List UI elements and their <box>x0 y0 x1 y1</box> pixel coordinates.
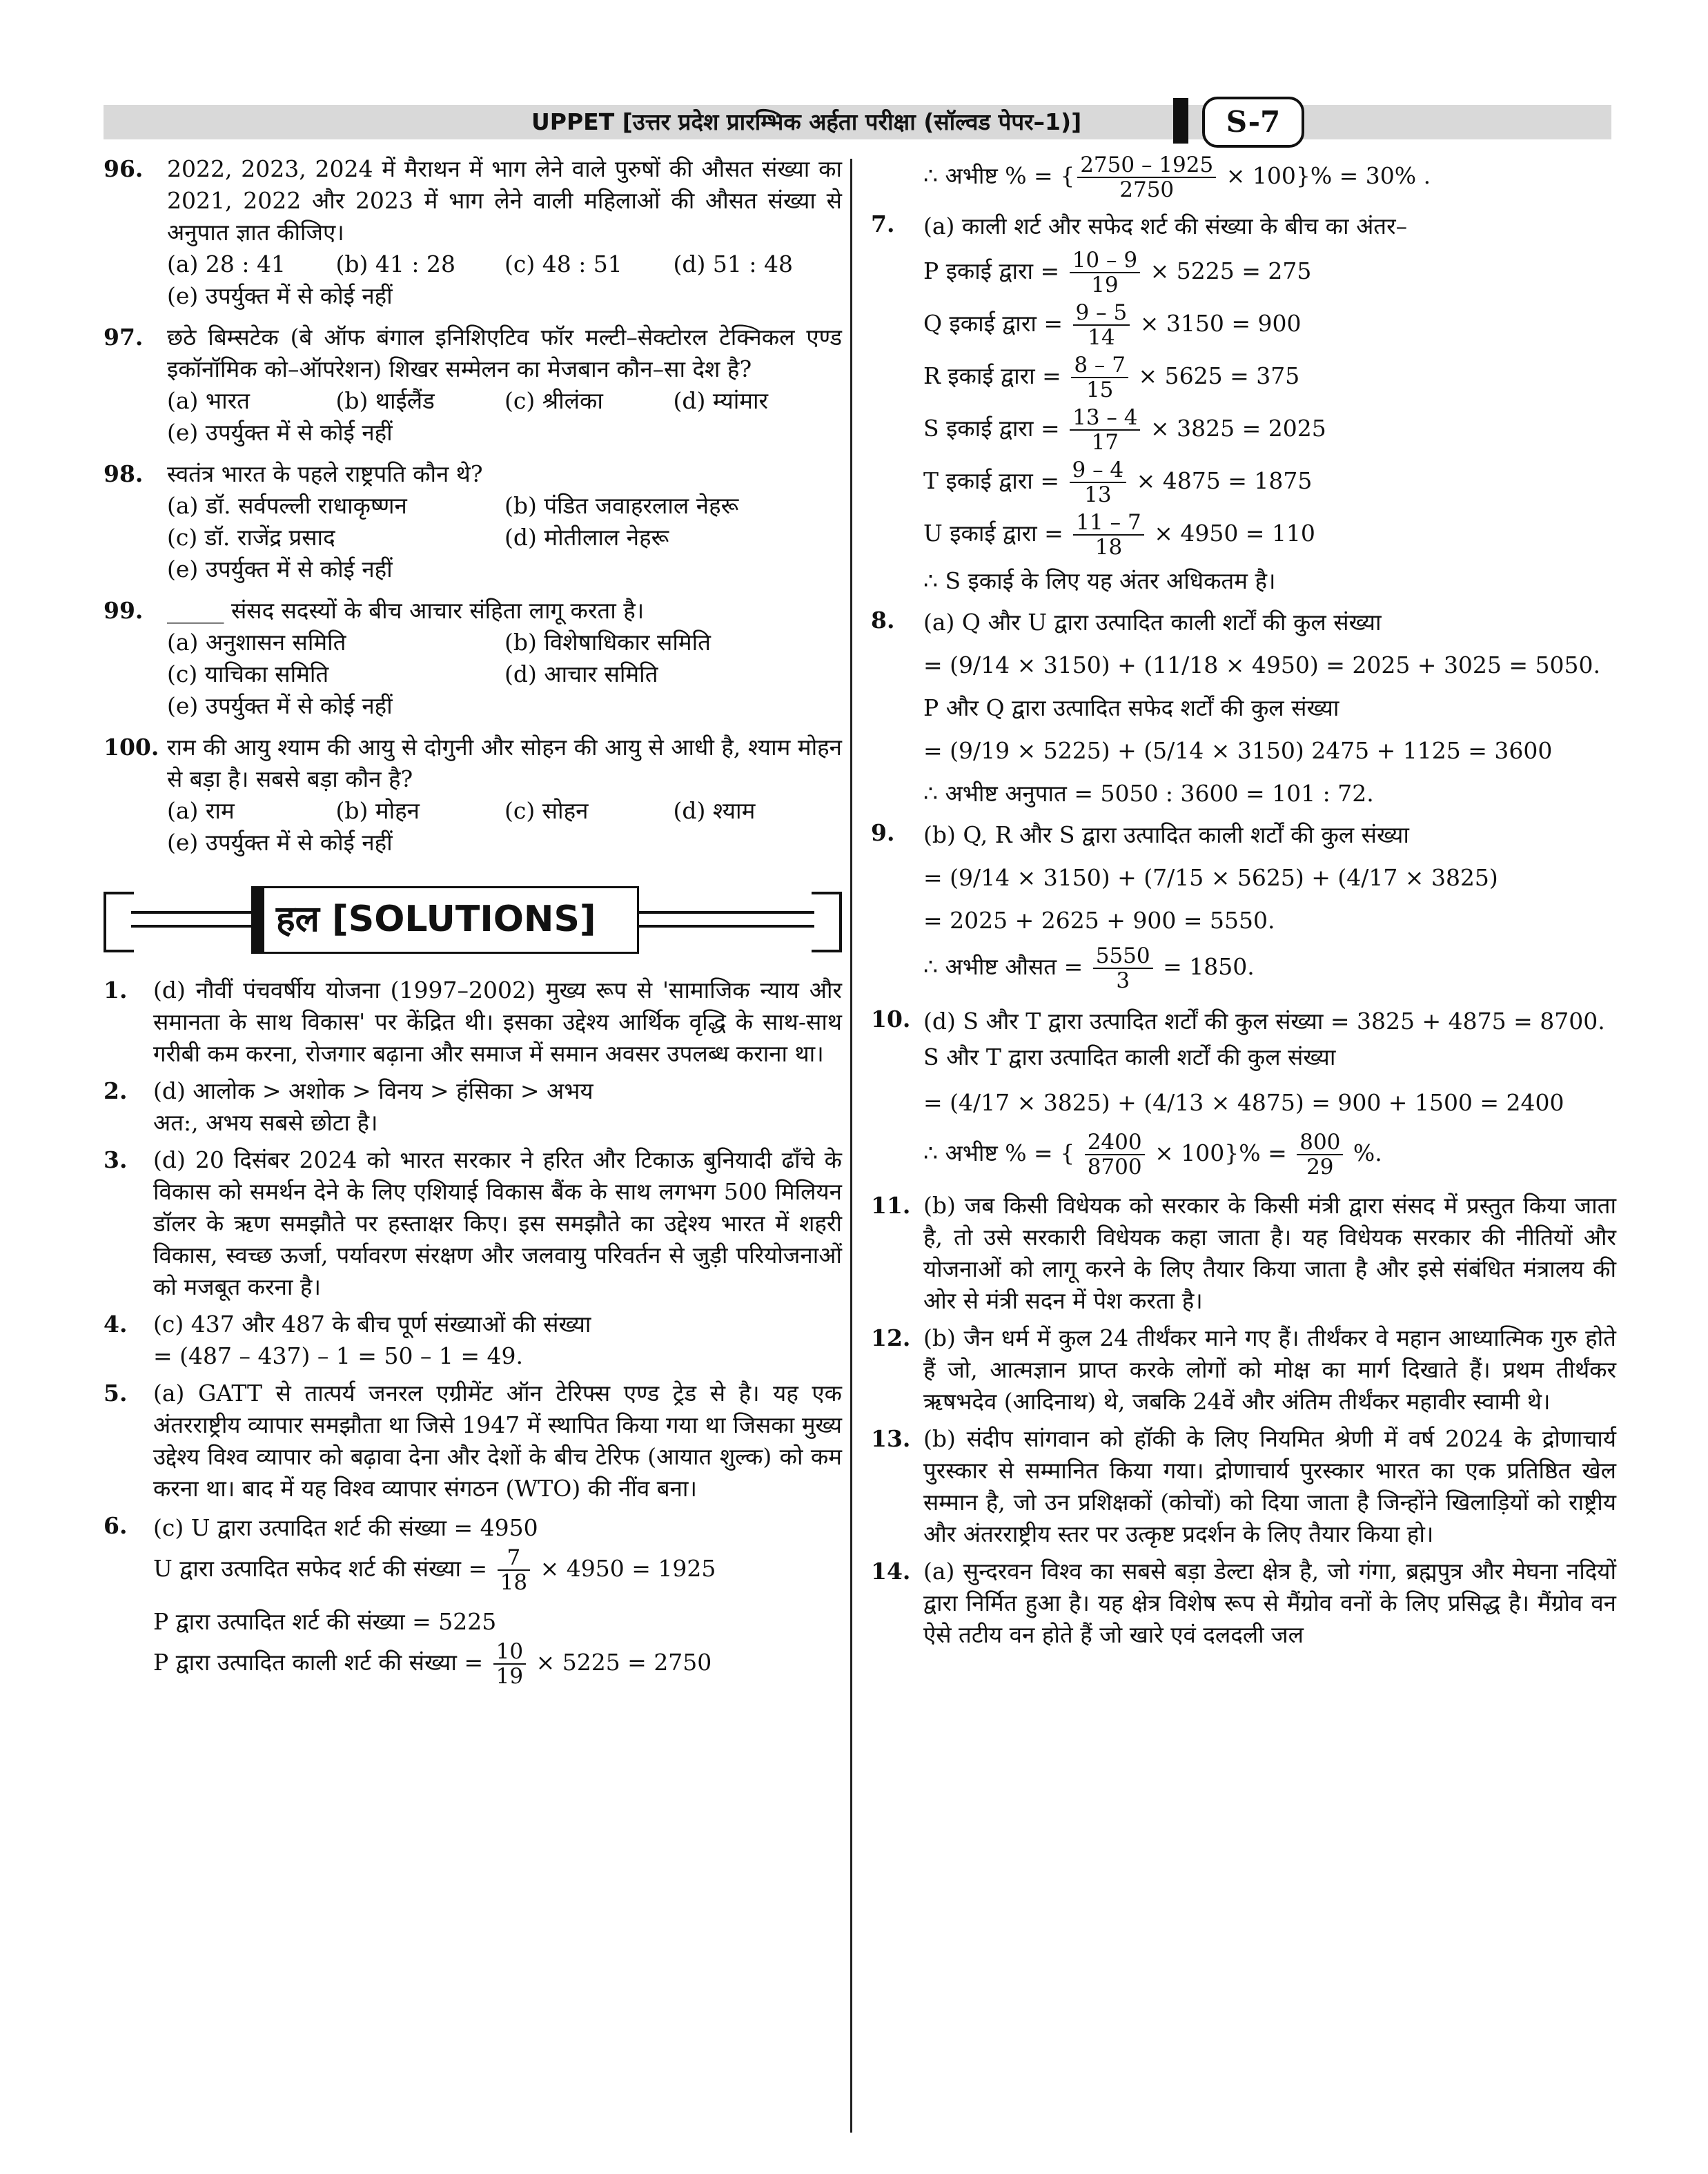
question-text: _____ संसद सदस्यों के बीच आचार संहिता लागू करता है। <box>167 597 645 624</box>
option-e: (e) उपर्युक्त में से कोई नहीं <box>167 419 393 446</box>
numerator: 2750 – 1925 <box>1077 153 1216 178</box>
solution-number: 7. <box>871 210 895 237</box>
fraction <box>493 1640 526 1688</box>
solution-number: 9. <box>871 819 895 846</box>
solution-text: (b) Q, R और S द्वारा उत्पादित काली शर्टों की कुल संख्या <box>923 821 1409 848</box>
numerator: 9 – 5 <box>1073 301 1130 326</box>
numerator: 7 <box>498 1546 530 1571</box>
right-column <box>871 153 1616 1656</box>
option-c: (c) श्रीलंका <box>504 387 603 414</box>
solution-number: 14. <box>871 1558 911 1585</box>
fraction <box>1077 153 1216 202</box>
option-b: (b) 41 : 28 <box>335 251 455 277</box>
numerator: 800 <box>1297 1130 1343 1155</box>
option-d: (d) म्यांमार <box>673 387 769 414</box>
numerator: 11 – 7 <box>1073 511 1143 536</box>
header-title: UPPET [उत्तर प्रदेश प्रारम्भिक अर्हता परीक्षा (सॉल्वड पेपर–1)] <box>531 108 1082 135</box>
solution-text: (a) GATT से तात्पर्य जनरल एग्रीमेंट ऑन टेरिफ्स एण्ड ट्रेड से है। यह एक अंतरराष्ट्रीय व्यापार समझौता था जिसे 1947 में स्थापित किया गया था जिसका मुख्य उद्देश्य विश्व व्यापार को बढ़ावा देना और देशों के बीच टेरिफ (आयात शुल्क) को कम करना था। बाद में यह विश्व व्यापार संगठन (WTO) की नींव बना। <box>153 1380 842 1502</box>
solution-text: (b) जैन धर्म में कुल 24 तीर्थंकर माने गए हैं। तीर्थंकर वे महान आध्यात्मिक गुरु होते हैं जो, आत्मज्ञान प्राप्त करके लोगों को मोक्ष का मार्ग दिखाते हैं। प्रथम तीर्थंकर ऋषभदेव (आदिनाथ) थे, जबकि 24वें और अंतिम तीर्थंकर महावीर स्वामी थे। <box>923 1324 1616 1415</box>
formula-text: = (9/14 × 3150) + (11/18 × 4950) = 2025 + 3025 = 5050. <box>923 652 1601 678</box>
header-divider-bar <box>1173 98 1188 144</box>
solution-text: (d) नौवीं पंचवर्षीय योजना (1997–2002) मुख्य रूप से 'सामाजिक न्याय और समानता के साथ विकास' पर केंद्रित थी। इसका उद्देश्य आर्थिक वृद्धि के साथ-साथ गरीबी कम करना, रोजगार बढ़ाना और समाज में समान अवसर उपलब्ध कराना था। <box>153 977 842 1067</box>
formula-text: Q इकाई द्वारा = <box>923 310 1063 337</box>
option-a: (a) डॉ. सर्वपल्ली राधाकृष्णन <box>167 492 407 519</box>
page-number: S-7 <box>1202 97 1304 148</box>
solution-text: (d) S और T द्वारा उत्पादित शर्टों की कुल संख्या = 3825 + 4875 = 8700. <box>923 1008 1605 1035</box>
solution-number: 11. <box>871 1192 911 1219</box>
numerator: 10 – 9 <box>1070 248 1140 273</box>
option-a: (a) अनुशासन समिति <box>167 629 346 656</box>
option-e: (e) उपर्युक्त में से कोई नहीं <box>167 282 393 309</box>
option-a: (a) भारत <box>167 387 250 414</box>
option-d: (d) मोतीलाल नेहरू <box>504 524 669 551</box>
question-text: राम की आयु श्याम की आयु से दोगुनी और सोहन की आयु से आधी है, श्याम मोहन से बड़ा है। सबसे बड़ा कौन है? <box>167 734 842 792</box>
solution-14 <box>871 1556 1616 1651</box>
solution-5 <box>104 1378 842 1505</box>
option-e: (e) उपर्युक्त में से कोई नहीं <box>167 692 393 719</box>
question-number: 98. <box>104 460 144 487</box>
question-text: स्वतंत्र भारत के पहले राष्ट्रपति कौन थे? <box>167 460 483 487</box>
question-text: छठे बिम्सटेक (बे ऑफ बंगाल इनिशिएटिव फॉर मल्टी–सेक्टोरल टेक्निकल एण्ड इकॉनॉमिक को–ऑपरेशन) शिखर सम्मेलन का मेजबान कौन–सा देश है? <box>167 324 842 382</box>
banner-right-cap <box>812 892 842 952</box>
solution-text: अत:, अभय सबसे छोटा है। <box>153 1109 378 1136</box>
formula-text: × 4950 = 110 <box>1154 520 1315 547</box>
solution-1 <box>104 975 842 1070</box>
fraction <box>1070 406 1140 454</box>
option-b: (b) थाईलैंड <box>335 387 435 414</box>
denominator: 3 <box>1116 968 1130 993</box>
fraction <box>1073 511 1143 559</box>
fraction <box>1071 353 1128 402</box>
denominator: 29 <box>1306 1155 1334 1179</box>
option-c: (c) याचिका समिति <box>167 660 329 687</box>
solution-text: S और T द्वारा उत्पादित काली शर्टों की कुल संख्या <box>923 1044 1336 1070</box>
question-100 <box>104 732 842 859</box>
solution-3 <box>104 1144 842 1303</box>
question-98 <box>104 458 842 585</box>
option-e: (e) उपर्युक्त में से कोई नहीं <box>167 556 393 582</box>
solution-number: 12. <box>871 1324 911 1351</box>
formula-text: U इकाई द्वारा = <box>923 520 1063 547</box>
formula-text: = (4/17 × 3825) + (4/13 × 4875) = 900 + 1500 = 2400 <box>923 1089 1564 1116</box>
option-e: (e) उपर्युक्त में से कोई नहीं <box>167 829 393 856</box>
formula-text: = 2025 + 2625 + 900 = 5550. <box>923 907 1275 934</box>
formula-text: U द्वारा उत्पादित सफेद शर्ट की संख्या = <box>153 1555 488 1582</box>
solution-text: ∴ S इकाई के लिए यह अंतर अधिकतम है। <box>923 567 1276 594</box>
option-a: (a) 28 : 41 <box>167 251 286 277</box>
option-d: (d) आचार समिति <box>504 660 658 687</box>
denominator: 18 <box>1095 535 1123 560</box>
solution-7 <box>871 208 1616 599</box>
solution-text: (b) जब किसी विधेयक को सरकार के किसी मंत्री द्वारा संसद में प्रस्तुत किया जाता है, तो उसे सरकारी विधेयक कहा जाता है। यह विधेयक सरकार की नीतियों और योजनाओं को लागू करने के लिए तैयार किया जाता है और इसे संबंधित मंत्रालय की ओर से मंत्री सदन में पेश करता है। <box>923 1192 1616 1314</box>
formula-text: %. <box>1353 1139 1382 1166</box>
solution-13 <box>871 1423 1616 1550</box>
option-c: (c) सोहन <box>504 797 589 824</box>
question-97 <box>104 322 842 449</box>
option-a: (a) राम <box>167 797 235 824</box>
formula-text: × 5225 = 2750 <box>536 1649 712 1676</box>
formula-text: ∴ अभीष्ट % = { <box>923 1139 1075 1166</box>
solution-text: (c) U द्वारा उत्पादित शर्ट की संख्या = 4950 <box>153 1514 538 1541</box>
denominator: 17 <box>1091 430 1119 455</box>
numerator: 10 <box>493 1640 526 1665</box>
solution-text: (a) Q और U द्वारा उत्पादित काली शर्टों की कुल संख्या <box>923 609 1382 636</box>
formula-text: = 1850. <box>1163 953 1255 980</box>
solution-text: (a) सुन्दरवन विश्व का सबसे बड़ा डेल्टा क्षेत्र है, जो गंगा, ब्रह्मपुत्र और मेघना नदियों द्वारा निर्मित हुआ है। यह क्षेत्र विशेष रूप से मैंग्रोव वनों के लिए प्रसिद्ध है। मैंग्रोव वन ऐसे तटीय वन होते हैं जो खारे एवं दलदली जल <box>923 1558 1616 1648</box>
formula-text: ∴ अभीष्ट औसत = <box>923 953 1083 980</box>
solutions-banner <box>104 871 842 968</box>
solution-number: 10. <box>871 1006 911 1032</box>
solution-text: P द्वारा उत्पादित शर्ट की संख्या = 5225 <box>153 1608 497 1635</box>
denominator: 18 <box>500 1570 528 1595</box>
option-d: (d) 51 : 48 <box>673 251 793 277</box>
formula-text: × 5625 = 375 <box>1138 362 1300 389</box>
option-d: (d) श्याम <box>673 797 756 824</box>
option-b: (b) विशेषाधिकार समिति <box>504 629 711 656</box>
solution-number: 6. <box>104 1512 128 1539</box>
solution-11 <box>871 1190 1616 1317</box>
solution-4 <box>104 1309 842 1372</box>
numerator: 8 – 7 <box>1071 353 1128 378</box>
fraction <box>1073 301 1130 349</box>
denominator: 2750 <box>1119 177 1175 202</box>
formula-text: × 100}% = 30% . <box>1226 162 1431 189</box>
question-number: 100. <box>104 734 159 761</box>
formula-text: P इकाई द्वारा = <box>923 257 1060 284</box>
formula-text: × 3150 = 900 <box>1139 310 1302 337</box>
denominator: 8700 <box>1087 1155 1142 1179</box>
numerator: 9 – 4 <box>1070 458 1127 483</box>
solution-number: 3. <box>104 1146 128 1173</box>
formula-text: × 100}% = <box>1155 1139 1287 1166</box>
solution-text: (b) संदीप सांगवान को हॉकी के लिए नियमित श्रेणी में वर्ष 2024 के द्रोणाचार्य पुरस्कार से सम्मानित किया गया। द्रोणाचार्य पुरस्कार भारत का एक प्रतिष्ठित खेल सम्मान है, जो उन प्रशिक्षकों (कोचों) को दिया जाता है जिन्होंने खिलाड़ियों को राष्ट्रीय और अंतरराष्ट्रीय स्तर पर उत्कृष्ट प्रदर्शन के लिए तैयार किया हो। <box>923 1425 1616 1547</box>
solution-text: = (487 – 437) – 1 = 50 – 1 = 49. <box>153 1342 524 1369</box>
fraction <box>1093 944 1153 992</box>
formula-text: = (9/14 × 3150) + (7/15 × 5625) + (4/17 × 3825) <box>923 864 1498 891</box>
denominator: 19 <box>1091 273 1119 297</box>
solution-number: 13. <box>871 1425 911 1452</box>
solution-number: 8. <box>871 607 895 634</box>
solution-number: 5. <box>104 1380 128 1407</box>
fraction <box>1070 248 1140 297</box>
solution-text: P और Q द्वारा उत्पादित सफेद शर्टों की कुल संख्या <box>923 694 1339 721</box>
option-c: (c) 48 : 51 <box>504 251 622 277</box>
denominator: 13 <box>1084 482 1112 507</box>
solution-8 <box>871 605 1616 812</box>
banner-left-cap <box>104 892 134 952</box>
solution-9 <box>871 817 1616 998</box>
formula-text: ∴ अभीष्ट % = <box>923 162 1053 189</box>
solution-text: ∴ अभीष्ट अनुपात = 5050 : 3600 = 101 : 72. <box>923 780 1374 807</box>
solution-number: 1. <box>104 977 128 1003</box>
fraction <box>1085 1130 1145 1179</box>
formula-text: = (9/19 × 5225) + (5/14 × 3150) 2475 + 1125 = 3600 <box>923 737 1553 764</box>
solution-text: (d) आलोक > अशोक > विनय > हंसिका > अभय <box>153 1077 593 1104</box>
solution-text: (a) काली शर्ट और सफेद शर्ट की संख्या के बीच का अंतर– <box>923 213 1408 239</box>
denominator: 19 <box>495 1664 524 1689</box>
solution-2 <box>104 1075 842 1139</box>
option-c: (c) डॉ. राजेंद्र प्रसाद <box>167 524 335 551</box>
formula-text: × 5225 = 275 <box>1150 257 1312 284</box>
numerator: 13 – 4 <box>1070 406 1140 431</box>
solution-text: (c) 437 और 487 के बीच पूर्ण संख्याओं की संख्या <box>153 1311 591 1338</box>
solution-6-result: ∴ अभीष्ट % = { $\frac{2750 - 1925}{2750}$ × 100}% = 30% . <box>923 153 1431 202</box>
formula-text: S इकाई द्वारा = <box>923 415 1060 442</box>
question-number: 97. <box>104 324 144 351</box>
solution-6 <box>104 1510 842 1688</box>
question-99 <box>104 595 842 722</box>
fraction <box>1297 1130 1343 1179</box>
formula-text: P द्वारा उत्पादित काली शर्ट की संख्या = <box>153 1649 484 1676</box>
formula-text: × 3825 = 2025 <box>1150 415 1326 442</box>
question-96 <box>104 153 842 312</box>
column-divider <box>850 159 852 2133</box>
numerator: 2400 <box>1085 1130 1145 1155</box>
numerator: 5550 <box>1093 944 1153 969</box>
formula-text: × 4875 = 1875 <box>1136 467 1313 494</box>
option-b: (b) मोहन <box>335 797 420 824</box>
formula-text: × 4950 = 1925 <box>540 1555 716 1582</box>
fraction <box>498 1546 530 1594</box>
formula-text: T इकाई द्वारा = <box>923 467 1059 494</box>
left-column <box>104 153 842 1694</box>
formula-text: R इकाई द्वारा = <box>923 362 1061 389</box>
solutions-heading: हल [SOLUTIONS] <box>276 899 596 940</box>
fraction <box>1070 458 1127 507</box>
solution-text: (d) 20 दिसंबर 2024 को भारत सरकार ने हरित और टिकाऊ बुनियादी ढाँचे के विकास को समर्थन देने के लिए एशियाई विकास बैंक के साथ लगभग 500 मिलियन डॉलर के ऋण समझौते पर हस्ताक्षर किए। इस समझौते का उद्देश्य भारत में शहरी विकास, स्वच्छ ऊर्जा, पर्यावरण संरक्षण और जलवायु परिवर्तन से जुड़ी परियोजनाओं को मजबूत करना है। <box>153 1146 842 1300</box>
option-b: (b) पंडित जवाहरलाल नेहरू <box>504 492 739 519</box>
solution-10 <box>871 1003 1616 1184</box>
denominator: 15 <box>1086 378 1114 402</box>
solution-number: 4. <box>104 1311 128 1338</box>
question-number: 96. <box>104 155 144 182</box>
denominator: 14 <box>1088 325 1115 350</box>
question-text: 2022, 2023, 2024 में मैराथन में भाग लेने वाले पुरुषों की औसत संख्या का 2021, 2022 और 2023 में भाग लेने वाली महिलाओं की औसत संख्या से अनुपात ज्ञात कीजिए। <box>167 155 842 246</box>
solution-12 <box>871 1322 1616 1418</box>
question-number: 99. <box>104 597 144 624</box>
solution-number: 2. <box>104 1077 128 1104</box>
